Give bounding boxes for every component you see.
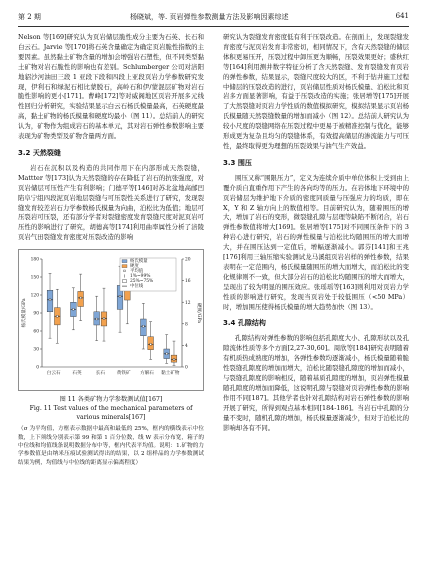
y-tick-label: 120 <box>30 293 39 299</box>
mean-marker <box>119 295 121 297</box>
y2-tick-label: 20 <box>185 257 191 263</box>
legend-entry: 杨氏模量 <box>130 259 148 265</box>
legend-entry: 平均值 <box>130 269 144 275</box>
legend-swatch <box>124 270 126 272</box>
y2-tick-label: 8 <box>185 322 188 328</box>
left-paragraph-1: Nelson 等[169]研究认为页岩储层脆性成分主要为石英、长石和白云石。Jarvie 等[170]将石英含量确定为确定页岩脆性指数的主要因素。虽然黏土矿物含量的增加会增强岩石塑性，但不同类型黏土矿物对岩石脆性的影响也有差别。Schlumberger 公司对涪阳地貂沙河油田三段 1 亚段下段和四段上亚段页岩力学参数研究发现，伊利石和绿泥石相比蒙脱石，高岭石和伊/蒙混层矿物对岩石脆性影响的更小[171]。曹峰[172]等对威阁地区页岩开展多元线性回归分析研究，实验结果显示白云石杨氏模量最高，石英硬度最高，黏土矿物的杨氏模量和硬度均最小（图 11）。总结前人的研究认为，矿物作为组成岩石的基本单元，其对岩石弹性参数影响主要表现为矿物类型及矿物含量两方面。 <box>18 33 204 141</box>
y-tick-label: 0 <box>36 365 39 371</box>
y2-tick-label: 4 <box>185 344 188 350</box>
y-axis-title: 杨氏模量/GPa <box>22 298 27 328</box>
mineral-boxplot-chart <box>18 249 204 391</box>
box-modulus <box>141 319 147 336</box>
page-header <box>18 12 409 24</box>
mean-marker <box>103 318 105 320</box>
category-label: 石英 <box>72 371 82 377</box>
category-label: 长石 <box>95 371 105 377</box>
figure-note: （σ 为平均值，方框表示数据中最高和最低的 25%，框内的横线表示中位数，上下须线分别表示第 99 和第 1 百分位数，线 W 表示分布宽，箱子的中位线和均值线条说明数据分布中等，框内代表平均值。说明：1.矿物的力学参数值是由纳米压痕试验测试得出的结果，以 2 组样品的力学参数测试结果为例，均值线与中位线的距离显示偏离程度） <box>18 426 204 466</box>
category-label: 方解石 <box>140 371 154 377</box>
y2-axis-title: 硬度/GPa <box>196 303 201 324</box>
y-tick-label: 150 <box>30 275 39 281</box>
left-paragraph-2: 岩石在沉积以及构造的共同作用下在内部形成天然裂缝，Mattter 等[173]认为天然裂缝的存在降低了岩石的抗张强度，对页岩储层可压性产生有利影响；门德平等[146]对苏北盆地高邮凹陷阜宁组四段泥页岩地层裂缝与可压裂性关系进行了研究，发现裂缝发育较差岩石力学参数杨氏模量为向曲，泊松比为低值；地层可压裂岩可压裂，还有部分学者对裂缝密度发育裂缝尺度对泥页岩可压性的影响进行了研究，胡德高等[174]利用曲率属性分析了涪陵页岩气田裂缝发育密度对压裂改造的影响 <box>18 163 204 242</box>
figure-caption-en: Fig. 11 Test values of the mechanical parameters of various minerals[167] <box>29 405 193 422</box>
mean-marker <box>150 344 152 346</box>
legend-entry: 硬度 <box>130 264 139 270</box>
mean-marker <box>173 359 175 361</box>
category-label: 黏土矿物 <box>161 371 180 377</box>
y2-tick-label: 12 <box>185 300 191 306</box>
box-modulus <box>47 290 53 312</box>
header-rule <box>18 26 409 27</box>
category-label: 黄铁矿 <box>116 371 131 377</box>
box-hardness <box>148 337 154 350</box>
mean-marker <box>80 297 82 299</box>
y-tick-label: 30 <box>33 347 39 353</box>
mean-marker <box>49 299 51 301</box>
legend-swatch <box>122 260 127 263</box>
legend-entry: 25%~75% <box>130 279 154 285</box>
right-paragraph-3: 孔隙结构对弹性参数的影响包括孔隙度大小、孔隙形状以及孔隙流体性质等多个方面[2,27-30,60]。周欣等[184]研究表明随着有机质热成熟度的增加，各弹性参数均逐渐减小，杨氏模量随着脆性裂缝孔隙度的增加而增大，泊松比随裂缝孔隙度的增加而减小，与裂缝孔隙度的影响相反，随着基质孔隙度的增加，页岩弹性模量随孔隙度的增加而降低，这说明孔隙与裂缝对页岩弹性参数的影响作用不同[187]。其他学者也针对孔隙结构对岩石弹性参数的影响开展了研究，所得到观点基本相同[184-186]。当岩石中孔隙的分量不变时，随机孔隙的增加，杨氏模量逐渐减少，但对于泊松比的影响却各有不同。 <box>223 334 409 432</box>
box-hardness <box>78 292 84 307</box>
section-3-4-heading: 3.4 孔隙结构 <box>223 319 266 328</box>
y2-tick-label: 16 <box>185 279 191 285</box>
y2-tick-label: 0 <box>185 365 188 371</box>
y-tick-label: 60 <box>33 329 39 335</box>
section-3-2-heading: 3.2 天然裂缝 <box>18 148 61 157</box>
mean-marker <box>166 353 168 355</box>
figure-11 <box>18 249 204 391</box>
running-title: 杨晓斌，等. 页岩弹性参数测量方法及影响因素综述 <box>130 13 289 21</box>
right-paragraph-2: 围压又称“围限压力”，定义为连续介质中单位体积上受到由上覆介质自直重作用下产生的各向均等的压力。在岩体地下环境中的页岩储层为维护地下介质的密度同质量与压强应力的均质，即在 X，Y 和 Z 轴方向上的数值相等。目前研究认为，随着围压的增大，增加了岩石的变形，微裂缝孔隙与层理等缺陷不断闭合，岩石弹性参数值将增大[169]。张居增等[175]对不同围压条件下的 3 种岩心进行研究，岩石的弹性模量与泊松比均随围压的增大而增大，并在围压达到一定值后，增幅逐渐减小。郭芬[141]和王兆[176]利用三轴压缩实验测试龙马溪组页岩岩样的弹性参数，结果表明在一定范围内，杨氏模量随围压的增大而增大，而泊松比的变化规律则不一致，但大部分岩石的泊松比均随围压的增大而增大，呈现出了较为明显的围压效应。张瑶瑶等[163]则利用对页岩力学性质的影响进行研究，发现当页岩处于较低围压（<50 MPa）时，增加围压使得杨氏模量的增大趋势加快（图 13）。 <box>223 173 409 311</box>
page-number: 641 <box>395 12 409 20</box>
mean-marker <box>56 315 58 317</box>
y-tick-label: 90 <box>33 311 39 317</box>
mean-marker <box>142 325 144 327</box>
section-3-3-heading: 3.3 围压 <box>223 158 252 167</box>
legend-swatch <box>122 265 127 268</box>
issue-number: 第 2 期 <box>18 13 41 21</box>
right-paragraph-1: 研究认为裂缝发育密度低有利于压裂改造。在剖面上，发现裂缝发育密度与泥页岩发育非常密切，相同情况下，含有天然裂缝的储层体积更易压开，压裂过程中卸压更为顺畅，压裂效果更好；盛秋红等[164]利用测井数字特征分析了含天然裂缝、发育裂缝发育页岩的弹性参数，结果显示，裂缝尺度较大的区，不利于钻井施工过程中储层的压裂改造的进行，页岩储层性质对杨氏模量、泊松比和页岩多方面显著影响，有益于压裂改造的实施；张居增等[175]开展了大然裂缝对页岩力学性质的数值模拟研究，模拟结果显示页岩杨氏模量随天然裂缝数量的增加而减小（图 12）。总结前人研究认为较小尺度的裂缝网络在压裂过程中更易于被精准控制与优化，能够形成更为复杂且均匀的裂缝体系，有效提高储层的渗流能力与可压性，最终取得更为理想的压裂效果与油气生产效益。 <box>223 33 409 150</box>
mean-marker <box>96 318 98 320</box>
legend-entry: 1%~99% <box>130 274 151 280</box>
figure-caption-cn: 图 11 各类矿物力学参数测试值[167] <box>59 396 163 404</box>
left-column <box>18 33 204 467</box>
legend-entry: 中位线 <box>130 284 144 290</box>
category-label: 白云石 <box>46 371 61 377</box>
y-tick-label: 180 <box>30 257 39 263</box>
right-column <box>223 33 409 433</box>
mean-marker <box>72 309 74 311</box>
